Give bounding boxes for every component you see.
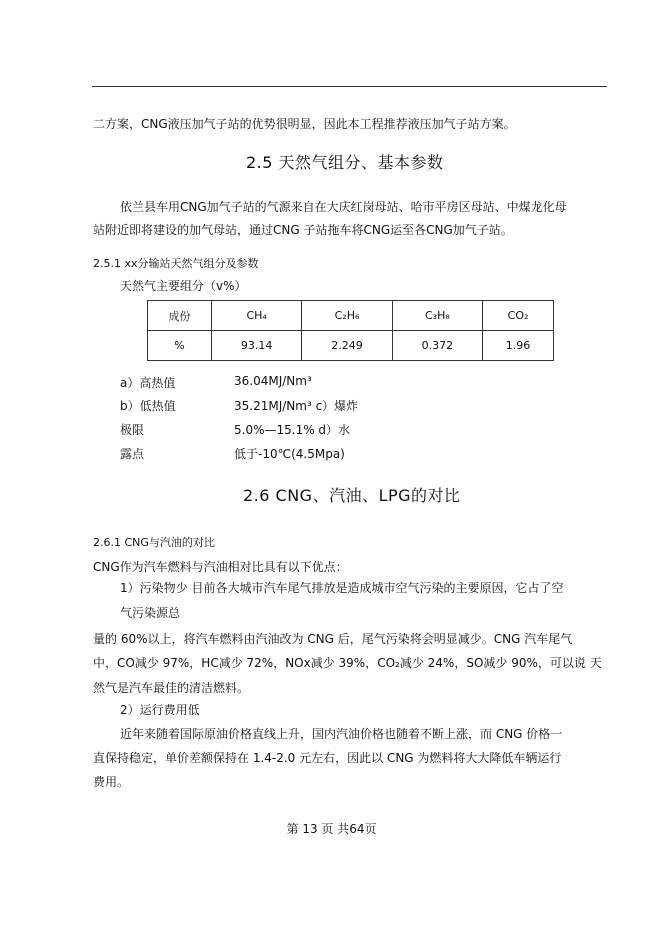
gas-composition-table: [147, 300, 554, 361]
table-header-cell: C₃H₈: [392, 301, 482, 331]
property-label: a）高热值: [120, 376, 176, 390]
property-label: b）低热值: [120, 399, 176, 413]
paragraph-line: 量的 60%以上，将汽车燃料由汽油改为 CNG 后，尾气污染将会明显减少。CNG 汽车尾气: [93, 632, 573, 646]
page-footer: 第 13 页 共64页: [286, 822, 377, 836]
subsection-heading-2-5-1: 2.5.1 xx分输站天然气组分及参数: [93, 257, 259, 270]
header-rule: [92, 86, 607, 87]
table-cell: 93.14: [211, 331, 301, 361]
table-header-cell: C₂H₆: [302, 301, 392, 331]
section-heading-2-6: 2.6 CNG、汽油、LPG的对比: [243, 486, 461, 505]
paragraph-line: 直保持稳定，单价差额保持在 1.4-2.0 元左右，因此以 CNG 为燃料将大大降低车辆运行: [93, 751, 562, 765]
subsection-heading-2-6-1: 2.6.1 CNG与汽油的对比: [93, 536, 215, 549]
table-header-cell: 成份: [148, 301, 212, 331]
table-cell: 1.96: [483, 331, 554, 361]
paragraph-line: 2）运行费用低: [120, 703, 200, 717]
table-row: [148, 331, 554, 361]
property-value: 5.0%—15.1% d）水: [234, 423, 351, 437]
property-value: 低于-10℃(4.5Mpa): [234, 447, 345, 461]
paragraph-line: 1）污染物少 目前各大城市汽车尾气排放是造成城市空气污染的主要原因，它占了空: [120, 581, 564, 595]
property-value: 36.04MJ/Nm³: [234, 374, 312, 388]
property-label: 露点: [120, 447, 145, 461]
paragraph-line: 中，CO减少 97%，HC减少 72%，NOx减少 39%，CO₂减少 24%，SO减少 90%，可以说 天: [93, 656, 602, 670]
table-header-row: [148, 301, 554, 331]
paragraph-line: 近年来随着国际原油价格直线上升，国内汽油价格也随着不断上涨，而 CNG 价格一: [120, 727, 563, 741]
paragraph-line: 依兰县车用CNG加气子站的气源来自在大庆红岗母站、哈市平房区母站、中煤龙化母: [120, 200, 567, 214]
table-cell: 2.249: [302, 331, 392, 361]
table-cell: 0.372: [392, 331, 482, 361]
property-label: 极限: [120, 423, 145, 437]
paragraph-line: 站附近即将建设的加气母站，通过CNG 子站拖车将CNG运至各CNG加气子站。: [93, 223, 513, 237]
paragraph-line: 二方案，CNG液压加气子站的优势很明显，因此本工程推荐液压加气子站方案。: [93, 117, 516, 131]
table-cell: %: [148, 331, 212, 361]
paragraph-line: CNG作为汽车燃料与汽油相对比具有以下优点：: [93, 560, 348, 574]
section-heading-2-5: 2.5 天然气组分、基本参数: [246, 153, 444, 172]
table-caption: 天然气主要组分（v%）: [120, 279, 247, 293]
property-value: 35.21MJ/Nm³ c）爆炸: [234, 399, 359, 413]
paragraph-line: 气污染源总: [120, 606, 181, 620]
table-header-cell: CO₂: [483, 301, 554, 331]
table-header-cell: CH₄: [211, 301, 301, 331]
paragraph-line: 然气是汽车最佳的清洁燃料。: [93, 681, 250, 695]
paragraph-line: 费用。: [93, 775, 130, 789]
